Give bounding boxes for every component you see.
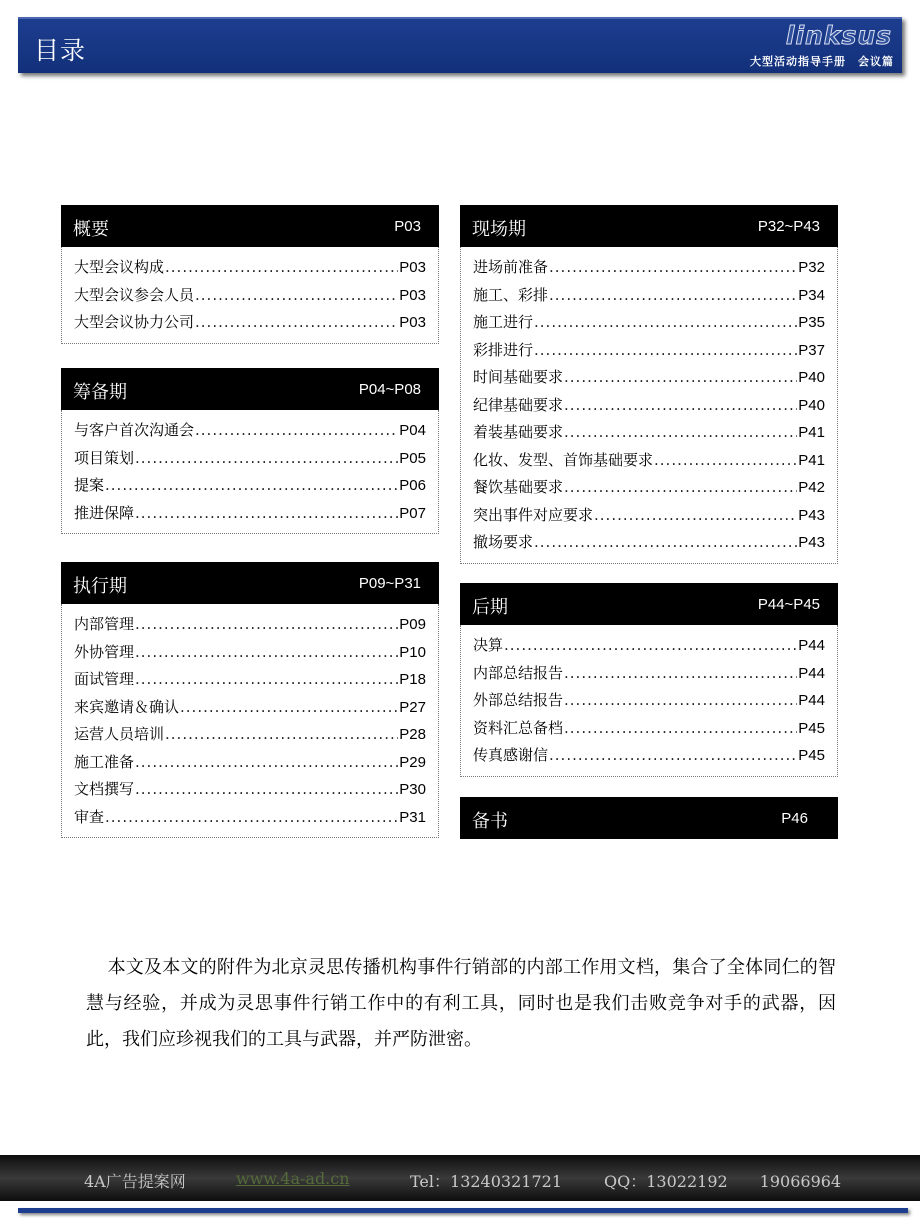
toc-leader-dots [564, 687, 797, 714]
toc-leader-dots [564, 660, 797, 687]
toc-entry-label: 餐饮基础要求 [473, 478, 564, 496]
section-header [61, 562, 439, 604]
section-title: 概要 [73, 219, 109, 240]
brand-logo: linksus [785, 21, 892, 50]
toc-entry[interactable] [74, 472, 426, 500]
toc-entry-label: 化妆、发型、首饰基础要求 [473, 450, 654, 469]
toc-leader-dots [654, 447, 797, 474]
toc-entry-page: P45 [798, 747, 825, 764]
section-title: 现场期 [472, 219, 526, 240]
toc-list [61, 604, 439, 838]
toc-list [460, 625, 838, 777]
section-onsite [460, 205, 838, 564]
toc-leader-dots [135, 666, 398, 693]
toc-leader-dots [195, 417, 398, 444]
toc-entry-label: 决算 [473, 636, 504, 654]
toc-entry-label: 提案 [74, 476, 105, 494]
toc-entry[interactable] [473, 715, 825, 743]
section-page-range: P44~P45 [757, 596, 820, 613]
toc-leader-dots [135, 611, 398, 638]
section-exec [61, 562, 439, 838]
footer-bar [0, 1155, 920, 1201]
toc-entry-label: 施工进行 [473, 313, 534, 331]
toc-entry-page: P04 [399, 422, 426, 439]
toc-entry-label: 时间基础要求 [473, 368, 564, 386]
toc-leader-dots [564, 392, 797, 419]
toc-entry[interactable] [74, 721, 426, 749]
toc-leader-dots [564, 474, 797, 501]
section-header [460, 205, 838, 247]
footer-divider [18, 1208, 908, 1213]
toc-leader-dots [564, 419, 797, 446]
toc-entry-page: P35 [798, 314, 825, 331]
toc-entry[interactable] [473, 337, 825, 365]
toc-leader-dots [135, 776, 398, 803]
toc-entry-label: 面试管理 [74, 670, 135, 688]
toc-entry[interactable] [74, 804, 426, 832]
section-overview [61, 205, 439, 344]
toc-entry[interactable] [74, 639, 426, 667]
toc-entry[interactable] [74, 445, 426, 473]
page-header [18, 17, 902, 73]
toc-leader-dots [165, 254, 398, 281]
section-page-range: P46 [781, 810, 808, 827]
toc-entry[interactable] [473, 632, 825, 660]
toc-entry-label: 与客户首次沟通会 [74, 421, 195, 439]
toc-entry-label: 资料汇总备档 [473, 718, 564, 737]
toc-entry-label: 外部总结报告 [473, 691, 564, 709]
toc-entry-label: 项目策划 [74, 448, 135, 467]
toc-leader-dots [549, 742, 797, 769]
toc-entry[interactable] [74, 776, 426, 804]
toc-leader-dots [105, 472, 398, 499]
toc-entry[interactable] [473, 447, 825, 475]
toc-entry-label: 内部管理 [74, 615, 135, 633]
toc-entry[interactable] [473, 474, 825, 502]
toc-leader-dots [549, 282, 797, 309]
toc-entry-label: 着装基础要求 [473, 423, 564, 441]
toc-leader-dots [534, 337, 797, 364]
toc-entry[interactable] [473, 254, 825, 282]
toc-entry[interactable] [473, 419, 825, 447]
toc-entry-page: P43 [798, 506, 825, 524]
toc-entry-label: 彩排进行 [473, 340, 534, 359]
section-page-range: P09~P31 [358, 575, 421, 592]
toc-leader-dots [504, 632, 797, 659]
toc-entry-label: 纪律基础要求 [473, 395, 564, 414]
toc-entry[interactable] [473, 660, 825, 688]
toc-leader-dots [195, 309, 398, 336]
toc-entry-page: P27 [399, 698, 426, 716]
section-header [61, 205, 439, 247]
footer-phone: Tel：13240321721 [410, 1172, 562, 1191]
toc-entry[interactable] [473, 687, 825, 715]
toc-leader-dots [549, 254, 797, 281]
toc-entry[interactable] [74, 694, 426, 722]
section-title: 筹备期 [73, 382, 127, 403]
footer-qq: QQ：13022192 19066964 [604, 1172, 842, 1191]
toc-entry-label: 审查 [74, 807, 105, 826]
section-header [61, 368, 439, 410]
toc-entry-page: P03 [399, 286, 426, 304]
header-subtitle: 大型活动指导手册 会议篇 [750, 55, 894, 68]
toc-entry[interactable] [74, 749, 426, 777]
toc-entry-page: P32 [798, 259, 825, 276]
toc-entry-page: P37 [798, 341, 825, 359]
section-prep [61, 368, 439, 534]
toc-entry-label: 大型会议参会人员 [74, 285, 195, 304]
toc-entry[interactable] [473, 364, 825, 392]
toc-entry[interactable] [473, 529, 825, 557]
toc-entry-label: 内部总结报告 [473, 663, 564, 682]
toc-list [460, 247, 838, 564]
toc-entry[interactable] [74, 309, 426, 337]
toc-entry-page: P10 [399, 643, 426, 661]
confidentiality-note: 本文及本文的附件为北京灵思传播机构事件行销部的内部工作用文档，集合了全体同仁的智慧与经验，并成为灵思事件行销工作中的有利工具，同时也是我们击败竞争对手的武器，因此，我们应珍视我们的工具与武器，并严防泄密。 [86, 957, 836, 1050]
toc-entry-page: P03 [399, 259, 426, 276]
toc-entry-page: P40 [798, 369, 825, 386]
section-page-range: P32~P43 [757, 218, 820, 235]
toc-leader-dots [564, 715, 797, 742]
section-notes [460, 797, 838, 839]
section-title: 执行期 [73, 576, 127, 597]
section-page-range: P03 [394, 218, 421, 235]
toc-leader-dots [195, 282, 398, 309]
toc-leader-dots [135, 500, 398, 527]
toc-entry-page: P44 [798, 637, 825, 654]
toc-entry-page: P44 [798, 664, 825, 682]
toc-leader-dots [135, 639, 398, 666]
toc-entry-label: 传真感谢信 [473, 746, 549, 764]
toc-entry-page: P07 [399, 504, 426, 522]
toc-entry[interactable] [74, 666, 426, 694]
toc-list [61, 247, 439, 344]
toc-entry[interactable] [473, 282, 825, 310]
section-header [460, 797, 838, 839]
toc-entry-label: 来宾邀请＆确认 [74, 697, 180, 716]
toc-entry-page: P09 [399, 616, 426, 633]
toc-entry-page: P29 [399, 753, 426, 771]
toc-leader-dots [180, 694, 398, 721]
toc-entry-page: P45 [798, 719, 825, 737]
toc-entry-page: P41 [798, 451, 825, 469]
toc-leader-dots [105, 804, 398, 831]
toc-entry-label: 进场前准备 [473, 258, 549, 276]
section-title: 后期 [472, 597, 508, 618]
toc-entry-label: 突出事件对应要求 [473, 505, 594, 524]
section-header [460, 583, 838, 625]
toc-entry-label: 施工准备 [74, 752, 135, 771]
toc-entry-label: 大型会议构成 [74, 258, 165, 276]
section-post [460, 583, 838, 777]
toc-entry-label: 推进保障 [74, 503, 135, 522]
toc-entry-label: 施工、彩排 [473, 285, 549, 304]
toc-leader-dots [135, 749, 398, 776]
toc-entry[interactable] [74, 500, 426, 528]
toc-entry-page: P41 [798, 424, 825, 441]
toc-entry-page: P34 [798, 286, 825, 304]
toc-entry[interactable] [74, 254, 426, 282]
toc-entry-page: P42 [798, 479, 825, 496]
toc-leader-dots [594, 502, 797, 529]
toc-entry-label: 撤场要求 [473, 533, 534, 551]
toc-leader-dots [135, 445, 398, 472]
toc-entry[interactable] [473, 392, 825, 420]
page-title: 目录 [34, 36, 87, 65]
toc-entry-page: P18 [399, 671, 426, 688]
toc-entry-page: P05 [399, 449, 426, 467]
toc-entry-label: 外协管理 [74, 642, 135, 661]
toc-entry-page: P43 [798, 534, 825, 551]
toc-entry-page: P44 [798, 692, 825, 709]
section-title: 备书 [472, 811, 508, 832]
toc-leader-dots [534, 309, 797, 336]
toc-entry-label: 运营人员培训 [74, 725, 165, 743]
section-page-range: P04~P08 [358, 381, 421, 398]
footer-site-name: 4A广告提案网 [84, 1172, 186, 1191]
toc-entry-label: 大型会议协力公司 [74, 313, 195, 331]
toc-leader-dots [564, 364, 797, 391]
toc-leader-dots [534, 529, 797, 556]
toc-entry-page: P28 [399, 726, 426, 743]
toc-entry[interactable] [473, 309, 825, 337]
toc-list [61, 410, 439, 534]
toc-entry-page: P03 [399, 314, 426, 331]
toc-entry[interactable] [473, 742, 825, 770]
toc-entry-page: P40 [798, 396, 825, 414]
toc-entry[interactable] [74, 417, 426, 445]
toc-entry-page: P06 [399, 477, 426, 494]
toc-entry[interactable] [473, 502, 825, 530]
toc-entry-label: 文档撰写 [74, 780, 135, 798]
toc-entry[interactable] [74, 611, 426, 639]
footer-url-link[interactable]: www.4a-ad.cn [236, 1169, 350, 1188]
toc-leader-dots [165, 721, 398, 748]
toc-entry-page: P30 [399, 781, 426, 798]
toc-entry[interactable] [74, 282, 426, 310]
toc-entry-page: P31 [399, 808, 426, 826]
